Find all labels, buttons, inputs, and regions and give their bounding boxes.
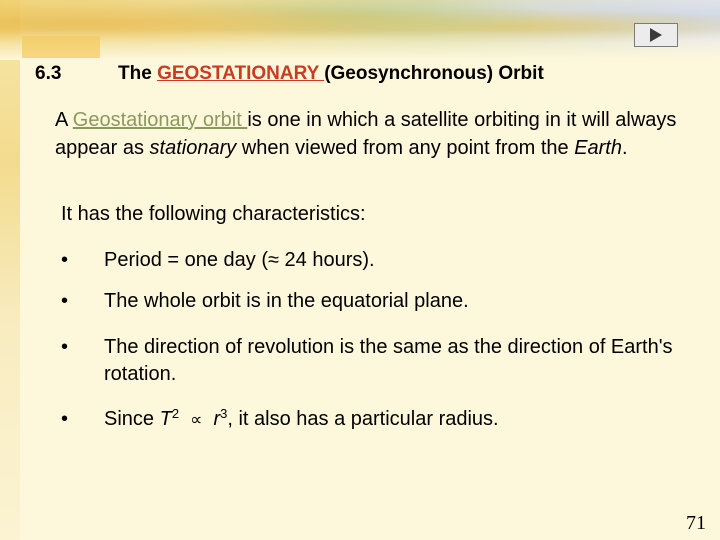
- title-prefix: The: [118, 63, 158, 84]
- intro-italic-earth: Earth: [574, 137, 622, 159]
- title-highlight: GEOSTATIONARY: [157, 63, 325, 84]
- intro-italic-stationary: stationary: [149, 137, 237, 159]
- title-suffix: (Geosynchronous) Orbit: [324, 63, 544, 84]
- b4-since: Since: [104, 408, 160, 430]
- banner-fade: [0, 30, 720, 60]
- b4-period-symbol: T: [159, 408, 172, 430]
- b4-radius-symbol: r: [213, 408, 221, 430]
- banner-accent-block: [22, 36, 100, 58]
- page-number: 71: [686, 512, 706, 534]
- characteristics-lead: It has the following characteristics:: [61, 203, 366, 225]
- play-icon: [650, 28, 662, 42]
- bullet-revolution-direction: The direction of revolution is the same as the direction of Earth's rotation.: [104, 336, 673, 385]
- b4-period-exponent: 2: [171, 406, 180, 421]
- bullet-equatorial-plane: The whole orbit is in the equatorial plane.: [104, 290, 469, 312]
- bullet-marker-3: •: [61, 336, 69, 358]
- section-number: 6.3: [35, 63, 62, 84]
- next-slide-button[interactable]: [634, 23, 678, 47]
- decorative-side-strip: [0, 0, 20, 540]
- slide-title: [118, 63, 544, 85]
- intro-text-end: .: [622, 137, 628, 159]
- proportional-symbol: ∝: [190, 410, 203, 430]
- intro-text-start: A: [55, 109, 73, 131]
- bullet-marker-1: •: [61, 249, 69, 271]
- b4-rest: , it also has a particular radius.: [227, 408, 499, 430]
- bullet-kepler-radius: [104, 406, 694, 434]
- intro-text-mid2: when viewed from any point from the: [236, 137, 575, 159]
- intro-paragraph: [55, 106, 695, 162]
- b4-radius-exponent: 3: [220, 406, 228, 421]
- bullet-marker-4: •: [61, 408, 69, 430]
- intro-text-mid: is one in which a satellite orbiting in it will always appear as: [55, 109, 677, 159]
- geostationary-orbit-link[interactable]: Geostationary orbit: [72, 109, 248, 131]
- bullet-period: Period = one day (≈ 24 hours).: [104, 249, 375, 271]
- bullet-marker-2: •: [61, 290, 69, 312]
